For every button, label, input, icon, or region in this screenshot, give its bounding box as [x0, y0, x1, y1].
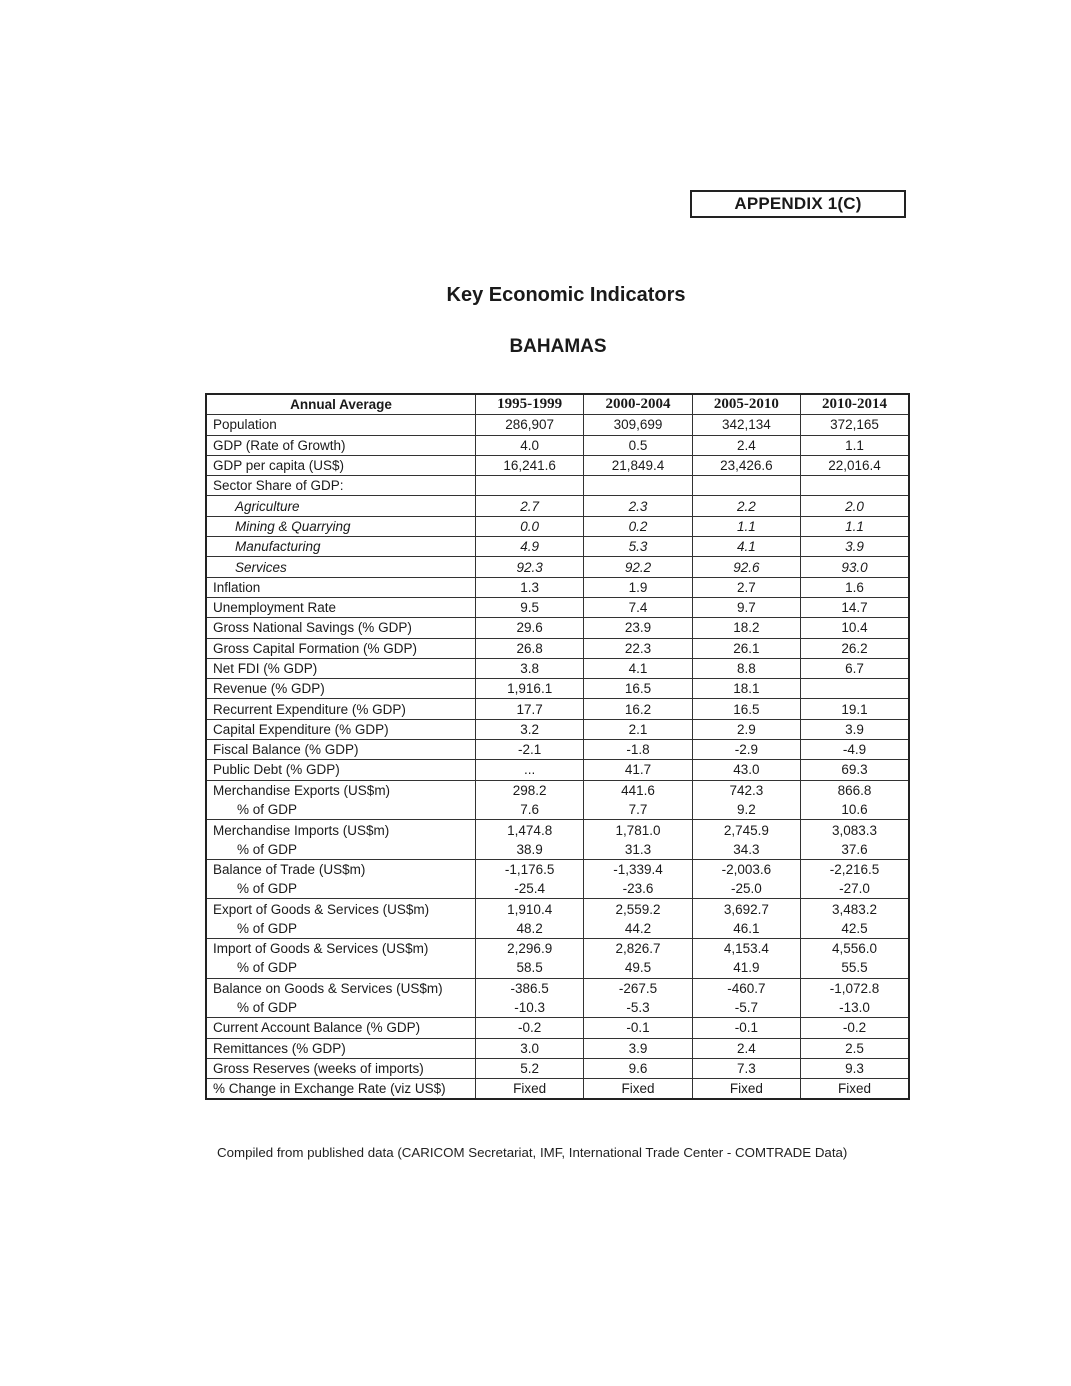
- cell-subvalue: -10.3: [514, 999, 546, 1015]
- row-label-sub: % of GDP: [237, 841, 298, 857]
- row-label: Remittances (% GDP): [206, 1038, 476, 1058]
- header-annual-average: Annual Average: [206, 394, 476, 415]
- table-cell: 1.1: [801, 516, 909, 536]
- appendix-label-box: [690, 190, 906, 218]
- table-cell: [584, 820, 692, 860]
- table-cell: 372,165: [801, 415, 909, 435]
- cell-value: -386.5: [510, 980, 549, 996]
- table-cell: [584, 476, 692, 496]
- country-title: BAHAMAS: [509, 336, 607, 357]
- table-cell: 4.9: [476, 537, 584, 557]
- table-cell: 3.0: [476, 1038, 584, 1058]
- table-row: [206, 780, 909, 820]
- cell-value: -2,216.5: [829, 862, 880, 878]
- table-row: [206, 859, 909, 899]
- table-row: [206, 476, 909, 496]
- table-cell: -1.8: [584, 740, 692, 760]
- table-row: [206, 760, 909, 780]
- cell-value: 4,153.4: [723, 941, 769, 957]
- cell-value: 742.3: [729, 782, 764, 798]
- table-cell: -4.9: [801, 740, 909, 760]
- table-cell: 1.1: [801, 435, 909, 455]
- cell-value: 441.6: [621, 782, 655, 798]
- cell-subvalue: 10.6: [841, 801, 868, 817]
- table-cell: 2.4: [692, 435, 800, 455]
- table-row: [206, 820, 909, 860]
- table-cell: [476, 780, 584, 820]
- cell-subvalue: -13.0: [839, 999, 870, 1015]
- row-label: [206, 780, 476, 820]
- table-cell: 26.8: [476, 638, 584, 658]
- cell-value: 2,745.9: [723, 822, 769, 838]
- row-label: Inflation: [206, 577, 476, 597]
- table-row: [206, 597, 909, 617]
- table-cell: [584, 859, 692, 899]
- table-row: [206, 899, 909, 939]
- table-cell: 3.8: [476, 658, 584, 678]
- row-label: Manufacturing: [206, 537, 476, 557]
- row-label-main: Merchandise Imports (US$m): [213, 822, 390, 838]
- cell-value: 1,910.4: [507, 901, 553, 917]
- cell-subvalue: -23.6: [622, 881, 654, 897]
- row-label: Fiscal Balance (% GDP): [206, 740, 476, 760]
- table-row: [206, 638, 909, 658]
- row-label: Sector Share of GDP:: [206, 476, 476, 496]
- cell-subvalue: 7.6: [520, 801, 540, 817]
- row-label: Unemployment Rate: [206, 597, 476, 617]
- table-cell: 3.2: [476, 719, 584, 739]
- table-cell: 9.6: [584, 1058, 692, 1078]
- table-cell: 2.5: [801, 1038, 909, 1058]
- cell-subvalue: 46.1: [733, 920, 760, 936]
- table-cell: 2.2: [692, 496, 800, 516]
- table-cell: [801, 859, 909, 899]
- cell-value: -1,339.4: [613, 862, 663, 878]
- cell-value: 3,083.3: [832, 822, 878, 838]
- row-label: Gross National Savings (% GDP): [206, 618, 476, 638]
- table-cell: 92.6: [692, 557, 800, 577]
- cell-subvalue: 38.9: [516, 841, 543, 857]
- cell-value: -267.5: [618, 980, 658, 996]
- table-cell: [692, 820, 800, 860]
- table-cell: [692, 780, 800, 820]
- table-cell: -0.2: [801, 1018, 909, 1038]
- table-cell: 1.1: [692, 516, 800, 536]
- row-label: GDP per capita (US$): [206, 455, 476, 475]
- table-cell: 21,849.4: [584, 455, 692, 475]
- table-cell: 16.5: [584, 679, 692, 699]
- row-label: [206, 978, 476, 1018]
- table-cell: 23,426.6: [692, 455, 800, 475]
- table-cell: Fixed: [476, 1079, 584, 1100]
- cell-value: 3,692.7: [723, 901, 769, 917]
- table-cell: 7.3: [692, 1058, 800, 1078]
- cell-subvalue: 48.2: [516, 920, 543, 936]
- table-cell: Fixed: [692, 1079, 800, 1100]
- table-cell: 0.2: [584, 516, 692, 536]
- table-cell: 309,699: [584, 415, 692, 435]
- table-row: [206, 435, 909, 455]
- table-cell: [476, 859, 584, 899]
- cell-subvalue: 37.6: [841, 841, 868, 857]
- table-cell: [801, 939, 909, 979]
- table-cell: 92.2: [584, 557, 692, 577]
- table-cell: [584, 899, 692, 939]
- cell-value: -460.7: [727, 980, 766, 996]
- table-cell: 0.0: [476, 516, 584, 536]
- header-period: 2000-2004: [584, 394, 692, 415]
- cell-value: 4,556.0: [832, 941, 878, 957]
- table-cell: 10.4: [801, 618, 909, 638]
- row-label: GDP (Rate of Growth): [206, 435, 476, 455]
- table-cell: 3.9: [801, 537, 909, 557]
- row-label-main: Balance on Goods & Services (US$m): [213, 980, 443, 996]
- table-row: [206, 740, 909, 760]
- cell-subvalue: -5.7: [734, 999, 759, 1015]
- cell-subvalue: 49.5: [624, 960, 652, 976]
- table-cell: 14.7: [801, 597, 909, 617]
- table-cell: Fixed: [801, 1079, 909, 1100]
- row-label-main: Export of Goods & Services (US$m): [213, 901, 430, 917]
- header-period: 1995-1999: [476, 394, 584, 415]
- table-cell: 342,134: [692, 415, 800, 435]
- row-label-sub: % of GDP: [237, 801, 298, 817]
- row-label-sub: % of GDP: [237, 881, 298, 897]
- table-cell: [801, 978, 909, 1018]
- table-cell: 2.7: [476, 496, 584, 516]
- table-row: [206, 537, 909, 557]
- cell-value: 298.2: [512, 782, 547, 798]
- table-cell: 4.1: [692, 537, 800, 557]
- row-label: Mining & Quarrying: [206, 516, 476, 536]
- cell-subvalue: 9.2: [737, 801, 756, 817]
- table-cell: -2.1: [476, 740, 584, 760]
- cell-value: 2,559.2: [615, 901, 661, 917]
- row-label: % Change in Exchange Rate (viz US$): [206, 1079, 476, 1100]
- table-row: [206, 658, 909, 678]
- table-row: [206, 939, 909, 979]
- header-period: 2005-2010: [692, 394, 800, 415]
- table-cell: [801, 820, 909, 860]
- table-cell: 16,241.6: [476, 455, 584, 475]
- row-label-sub: % of GDP: [237, 920, 298, 936]
- table-cell: 2.0: [801, 496, 909, 516]
- table-cell: [584, 978, 692, 1018]
- table-cell: 4.1: [584, 658, 692, 678]
- row-label-main: Merchandise Exports (US$m): [213, 782, 391, 798]
- table-cell: 23.9: [584, 618, 692, 638]
- table-cell: [692, 859, 800, 899]
- table-cell: -0.1: [584, 1018, 692, 1038]
- row-label: Capital Expenditure (% GDP): [206, 719, 476, 739]
- table-cell: 18.2: [692, 618, 800, 638]
- table-cell: [801, 780, 909, 820]
- table-cell: 69.3: [801, 760, 909, 780]
- table-cell: 1.9: [584, 577, 692, 597]
- table-row: [206, 415, 909, 435]
- table-cell: -2.9: [692, 740, 800, 760]
- cell-subvalue: -25.4: [514, 881, 546, 897]
- table-cell: 18.1: [692, 679, 800, 699]
- table-body: [206, 415, 909, 1100]
- cell-subvalue: 34.3: [733, 841, 760, 857]
- cell-value: -1,176.5: [504, 862, 555, 878]
- table-cell: 19.1: [801, 699, 909, 719]
- cell-subvalue: -27.0: [839, 881, 870, 897]
- table-cell: 26.2: [801, 638, 909, 658]
- table-cell: 5.2: [476, 1058, 584, 1078]
- row-label-sub: % of GDP: [237, 999, 298, 1015]
- table-cell: [801, 679, 909, 699]
- cell-subvalue: 58.5: [516, 960, 543, 976]
- table-cell: 16.5: [692, 699, 800, 719]
- table-cell: 2.9: [692, 719, 800, 739]
- table-row: [206, 699, 909, 719]
- table-row: [206, 516, 909, 536]
- cell-subvalue: -25.0: [731, 881, 762, 897]
- table-cell: [692, 476, 800, 496]
- table-cell: 29.6: [476, 618, 584, 638]
- table-cell: -0.2: [476, 1018, 584, 1038]
- indicators-table: [205, 393, 910, 1100]
- row-label: Net FDI (% GDP): [206, 658, 476, 678]
- table-cell: 3.9: [584, 1038, 692, 1058]
- table-cell: 92.3: [476, 557, 584, 577]
- page-title: Key Economic Indicators: [446, 284, 686, 306]
- table-row: [206, 618, 909, 638]
- table-cell: 2.3: [584, 496, 692, 516]
- table-header-row: [206, 394, 909, 415]
- table-cell: 43.0: [692, 760, 800, 780]
- row-label-main: Import of Goods & Services (US$m): [213, 941, 429, 957]
- cell-subvalue: 7.7: [628, 801, 648, 817]
- table-row: [206, 1079, 909, 1100]
- table-cell: ...: [476, 760, 584, 780]
- row-label: Services: [206, 557, 476, 577]
- table-cell: 2.1: [584, 719, 692, 739]
- table-cell: 2.7: [692, 577, 800, 597]
- table-cell: [692, 939, 800, 979]
- table-cell: 22,016.4: [801, 455, 909, 475]
- cell-value: -2,003.6: [721, 862, 772, 878]
- table-cell: 26.1: [692, 638, 800, 658]
- row-label: [206, 820, 476, 860]
- table-row: [206, 1058, 909, 1078]
- row-label: [206, 899, 476, 939]
- table-cell: 1.6: [801, 577, 909, 597]
- table-cell: [801, 899, 909, 939]
- table-cell: 9.5: [476, 597, 584, 617]
- cell-subvalue: -5.3: [626, 999, 650, 1015]
- header-period: 2010-2014: [801, 394, 909, 415]
- table-row: [206, 496, 909, 516]
- table-cell: 4.0: [476, 435, 584, 455]
- cell-value: 3,483.2: [832, 901, 878, 917]
- row-label: Gross Capital Formation (% GDP): [206, 638, 476, 658]
- row-label: [206, 859, 476, 899]
- table-row: [206, 557, 909, 577]
- row-label: Gross Reserves (weeks of imports): [206, 1058, 476, 1078]
- cell-subvalue: 41.9: [733, 960, 760, 976]
- table-row: [206, 719, 909, 739]
- source-note: Compiled from published data (CARICOM Secretariat, IMF, International Trade Center - COMTRADE Data): [217, 1145, 848, 1160]
- table-cell: 6.7: [801, 658, 909, 678]
- table-row: [206, 455, 909, 475]
- table-cell: 17.7: [476, 699, 584, 719]
- table-cell: 8.8: [692, 658, 800, 678]
- row-label-main: Balance of Trade (US$m): [213, 862, 366, 878]
- table-cell: 9.3: [801, 1058, 909, 1078]
- table-cell: 0.5: [584, 435, 692, 455]
- table-cell: 41.7: [584, 760, 692, 780]
- table-cell: [476, 978, 584, 1018]
- table-cell: [476, 476, 584, 496]
- row-label-sub: % of GDP: [237, 960, 298, 976]
- table-row: [206, 679, 909, 699]
- table-row: [206, 978, 909, 1018]
- row-label: Recurrent Expenditure (% GDP): [206, 699, 476, 719]
- table-row: [206, 1018, 909, 1038]
- cell-value: 866.8: [837, 782, 872, 798]
- table-cell: [692, 899, 800, 939]
- row-label: Public Debt (% GDP): [206, 760, 476, 780]
- cell-value: 1,781.0: [615, 822, 661, 838]
- table-cell: [584, 780, 692, 820]
- cell-subvalue: 31.3: [624, 841, 652, 857]
- table-cell: [692, 978, 800, 1018]
- table-cell: 2.4: [692, 1038, 800, 1058]
- table-cell: 1.3: [476, 577, 584, 597]
- cell-subvalue: 55.5: [841, 960, 868, 976]
- table-cell: 286,907: [476, 415, 584, 435]
- table-cell: 93.0: [801, 557, 909, 577]
- cell-value: 1,474.8: [507, 822, 553, 838]
- table-cell: Fixed: [584, 1079, 692, 1100]
- table-cell: 16.2: [584, 699, 692, 719]
- table-cell: [476, 820, 584, 860]
- row-label: Current Account Balance (% GDP): [206, 1018, 476, 1038]
- table-row: [206, 1038, 909, 1058]
- row-label: Agriculture: [206, 496, 476, 516]
- table-cell: 3.9: [801, 719, 909, 739]
- cell-value: -1,072.8: [829, 980, 880, 996]
- cell-value: 2,826.7: [615, 941, 661, 957]
- appendix-label: APPENDIX 1(C): [734, 194, 862, 213]
- table-cell: [801, 476, 909, 496]
- cell-value: 2,296.9: [507, 941, 553, 957]
- table-cell: 22.3: [584, 638, 692, 658]
- table-cell: -0.1: [692, 1018, 800, 1038]
- row-label: Population: [206, 415, 476, 435]
- table-cell: 1,916.1: [476, 679, 584, 699]
- table-cell: [476, 899, 584, 939]
- table-cell: 9.7: [692, 597, 800, 617]
- table-row: [206, 577, 909, 597]
- table-cell: 7.4: [584, 597, 692, 617]
- table-cell: 5.3: [584, 537, 692, 557]
- cell-subvalue: 44.2: [624, 920, 652, 936]
- row-label: Revenue (% GDP): [206, 679, 476, 699]
- cell-subvalue: 42.5: [841, 920, 868, 936]
- table-cell: [584, 939, 692, 979]
- row-label: [206, 939, 476, 979]
- table-cell: [476, 939, 584, 979]
